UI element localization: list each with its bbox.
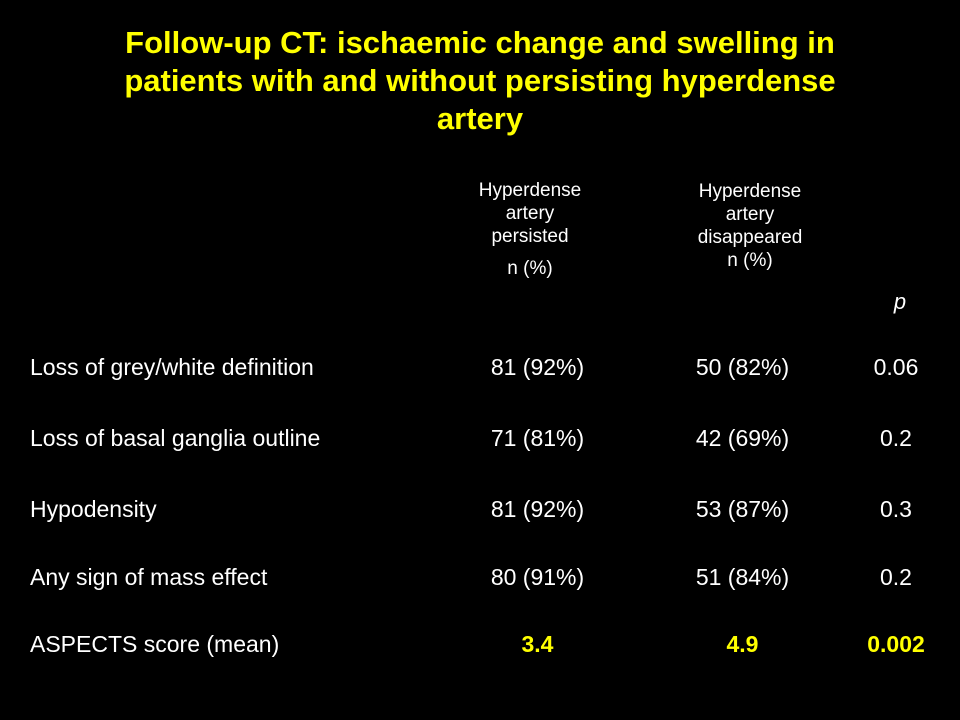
row-label: Hypodensity [30, 496, 157, 522]
value-persisted: 81 (92%) [490, 496, 585, 522]
value-persisted: 71 (81%) [490, 425, 585, 451]
value-persisted: 81 (92%) [490, 354, 585, 380]
table-row [0, 560, 960, 594]
value-disappeared: 51 (84%) [695, 564, 790, 590]
table-row [0, 421, 960, 455]
value-disappeared: 42 (69%) [695, 425, 790, 451]
value-persisted: 3.4 [521, 631, 554, 657]
title-line-1: Follow-up CT: ischaemic change and swelling in [125, 25, 835, 60]
column-header-p-value: p [893, 289, 907, 314]
row-label: ASPECTS score (mean) [30, 631, 280, 657]
column-header-persisted-line-3: persisted [491, 226, 569, 247]
value-p: 0.2 [880, 425, 912, 451]
slide-title [30, 24, 930, 138]
value-disappeared: 4.9 [726, 631, 759, 657]
value-p: 0.3 [880, 496, 912, 522]
value-p: 0.002 [867, 631, 925, 657]
value-p: 0.2 [880, 564, 912, 590]
column-header-persisted-line-1: Hyperdense [478, 180, 582, 201]
column-header-persisted-line-2: artery [505, 203, 555, 224]
column-header-persisted-unit: n (%) [507, 258, 553, 279]
column-header-disappeared-line-2: artery [725, 204, 775, 225]
column-header-disappeared-line-1: Hyperdense [698, 181, 802, 202]
row-label: Loss of grey/white definition [30, 354, 314, 380]
table-row-aspects [0, 627, 960, 661]
column-header-disappeared-line-3: disappeared [697, 227, 803, 248]
value-p: 0.06 [873, 354, 919, 380]
value-persisted: 80 (91%) [490, 564, 585, 590]
row-label: Loss of basal ganglia outline [30, 425, 321, 451]
table-row [0, 350, 960, 384]
column-header-disappeared-unit: n (%) [727, 250, 773, 271]
title-line-3: artery [436, 101, 524, 136]
value-disappeared: 50 (82%) [695, 354, 790, 380]
row-label: Any sign of mass effect [30, 564, 268, 590]
column-header-disappeared [670, 180, 830, 272]
value-disappeared: 53 (87%) [695, 496, 790, 522]
title-line-2: patients with and without persisting hyperdense [124, 63, 836, 98]
column-header-persisted [455, 179, 605, 280]
table-row [0, 492, 960, 526]
